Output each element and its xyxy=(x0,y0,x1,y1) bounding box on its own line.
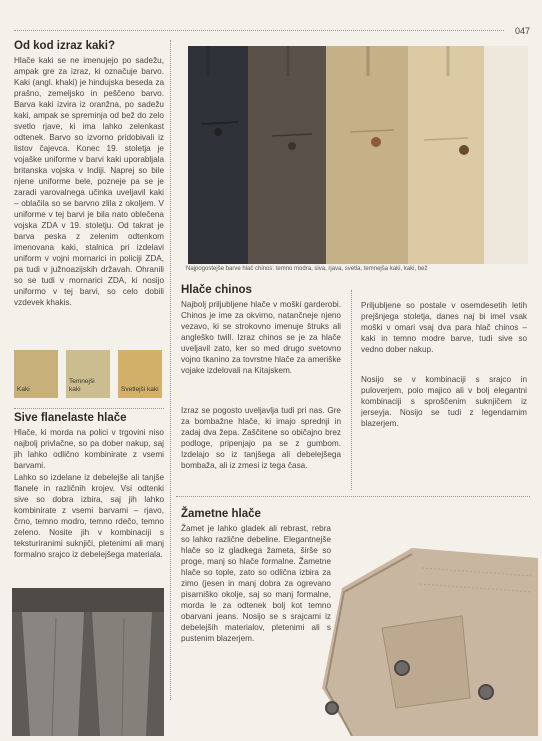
swatch-kaki xyxy=(14,350,58,398)
heading-zamet: Žametne hlače xyxy=(181,508,261,520)
divider xyxy=(14,408,164,409)
top-rule xyxy=(14,30,504,31)
heading-chinos: Hlače chinos xyxy=(181,284,252,296)
swatch-label: Kaki xyxy=(17,386,30,393)
text-chinos-4: Nosijo se v kombinaciji s srajco in puloverjem, polo majico ali v bolj elegantni kombinaciji s sproščenim suknjičem iz jerseyja. Nosijo se tudi z legendarnim blazerjem. xyxy=(361,375,527,428)
heading-flanel: Sive flanelaste hlače xyxy=(14,412,127,424)
swatch-svetlejsi-kaki xyxy=(118,350,162,398)
column-divider xyxy=(170,40,171,700)
photo-caption: Najpogostejše barve hlač chinos: temno modra, siva, rjava, svetla, temnejša kaki, kaki, bež xyxy=(186,266,428,272)
text-chinos-2: Izraz se pogosto uveljavlja tudi pri nas. Gre za bombažne hlače, ki imajo sprednji in zadaj dva žepa. Zaščitene so običajno brez podloge, pripenjajo pa se z gumbom. Izdelajo so iz tanjšega ali debelejšega bombaža, ali iz zmesi iz tega časa. xyxy=(181,406,341,470)
column-divider-2 xyxy=(351,290,352,490)
text-flanel-1: Hlače, ki morda na polici v trgovini niso najbolj privlačne, so pa dober nakup, saj jih lahko odlično kombinirate z vsemi barvami. xyxy=(14,428,164,470)
grey-flannel-trousers-image xyxy=(12,588,164,736)
page-number: 047 xyxy=(514,26,530,36)
chinos-colors-image xyxy=(188,46,528,264)
text-zamet: Žamet je lahko gladek ali rebrast, rebra so lahko različne debeline. Elegantnejše hlače so iz gladkega žameta, širše so proge, manj so hlače formalne. Žametne hlače so tople, zato so odlična izbira za zimo (jesen in manj dobra za ogrevano pisarniško okolje, saj so manj formalne, morda le za odtenek bolj kot temno obarvani jeans. Nosijo se s srajcami iz debelejših materialov, pletenimi ali s pustenim blazerjem. xyxy=(181,524,331,643)
swatch-temnejsi-kaki xyxy=(66,350,110,398)
swatch-label: Svetlejši kaki xyxy=(121,386,159,393)
text-kaki: Hlače kaki se ne imenujejo po sadežu, ampak gre za izraz, ki označuje barvo. Kaki (angl. khaki) je hindujska beseda za prašno, zemeljsko in peščeno barvo. Barva kaki izvira iz oranžna, po sadežu kaki, ampak se spreminja od bež do zelo svetlo rjave, ki ima lahko zelenkast odtenek. Barvo so izvorno pridobivali iz listov čajevca. Konec 19. stoletja je vojaške uniforme v barvi kaki uporabljala britanska vojska v Indiji. Naprej so bile njene uniforme bele, pozneje pa se je zaradi varovalnega učinka uveljavil kaki – oblačila so se barvno zlila z okoljem. V uniforme v tej barvi je bila nato oblečena vojska ZDA v 19. stoletju. Od takrat je barva peska z zelenim odtenkom imenovana kaki, stalnica pri izdelavi uniform v vojni mornarici in policiji ZDA, pa tudi v južnoazijskih državah. Ohranili so se tudi v mornarici ZDA, ki nosijo uniformo v tej barvi, so celo dobili vzdevek khakis. xyxy=(14,56,164,307)
text-chinos-1: Najbolj priljubljene hlače v moški garderobi. Chinos je ime za okvirno, natančneje njeno vezavo, ki se strokovno imenuje štruks ali angleško twill. Izraz chinos se je za hlače uveljavil zato, ker so med drugo svetovno vojno tkanino za tovrstne hlače za ameriške vojake izdelovali na Kitajskem. xyxy=(181,300,341,375)
corduroy-trousers-image xyxy=(292,548,538,736)
text-chinos-3: Priljubljene so postale v osemdesetih letih prejšnjega stoletja, danes naj bi imel vsak moški v omari vsaj dva para hlač chinos – kaki in temno modre barve, tudi sive so vedno dober nakup. xyxy=(361,301,527,354)
text-flanel-2: Lahko so izdelane iz debelejše ali tanjše flanele in različnih krojev. Vsi odtenki sive so dobra izbira, saj jih lahko kombinirate z vsemi barvami – rjavo, črno, temno modro, temno rdečo, temno zeleno. Nosite jih v kombinaciji s teksturiranimi suknjiči, pletenimi ali manj formalno srajco iz debelejšega materiala. xyxy=(14,473,164,559)
swatch-label: Temnejši kaki xyxy=(69,378,95,393)
color-swatches xyxy=(14,350,164,402)
divider xyxy=(176,496,530,497)
heading-kaki: Od kod izraz kaki? xyxy=(14,40,115,52)
